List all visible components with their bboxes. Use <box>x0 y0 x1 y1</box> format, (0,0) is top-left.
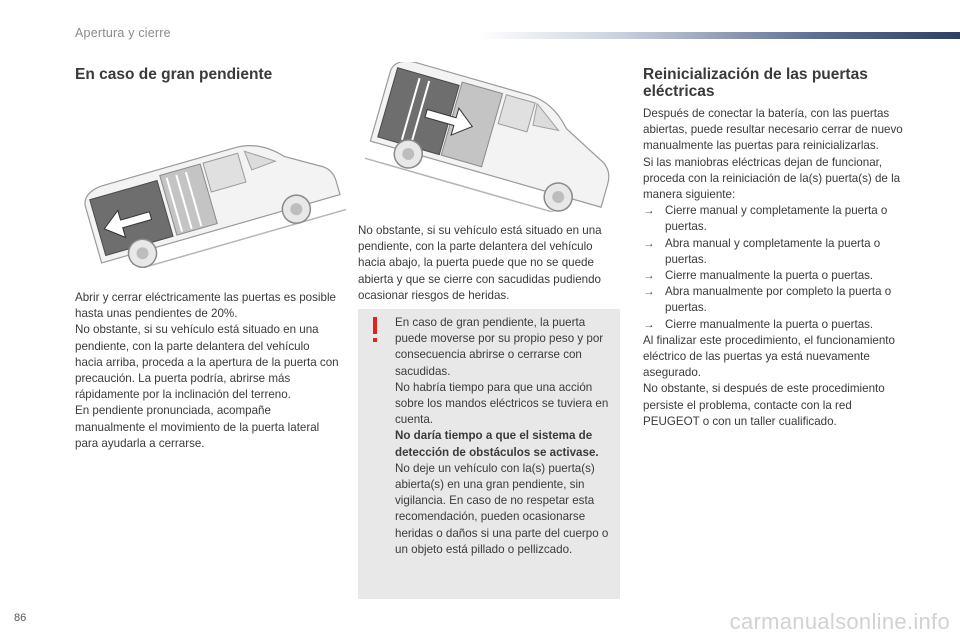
list-item <box>643 236 908 268</box>
warning-box <box>358 309 620 599</box>
list-item-text: Abra manualmente por completo la puerta o puertas. <box>665 285 892 315</box>
section-title: Apertura y cierre <box>75 26 171 40</box>
heading-reset-doors <box>643 66 868 100</box>
paragraph: Después de conectar la batería, con las puertas abiertas, puede resultar necesario cerrar de nuevo manualmente las puertas para reinicializarlas. <box>643 107 903 153</box>
header-bar <box>478 32 960 39</box>
warning-paragraph: No habría tiempo para que una acción sobre los mandos eléctricos se tuviera en cuenta. <box>395 380 609 427</box>
list-item <box>643 317 908 333</box>
warning-text <box>395 315 615 558</box>
middle-column-text <box>358 223 620 304</box>
paragraph: No obstante, si su vehículo está situado en una pendiente, con la parte delantera del vehículo hacia arriba, proceda a la apertura de la puerta con precaución. La puerta podría, abrirse más rápidamente por la inclinación del terreno. <box>75 323 339 402</box>
list-item <box>643 203 908 235</box>
heading-line: eléctricas <box>643 83 715 100</box>
bullet-arrow-icon: → <box>643 236 655 250</box>
heading-steep-slope: En caso de gran pendiente <box>75 66 273 83</box>
list-item-text: Cierre manualmente la puerta o puertas. <box>665 269 874 283</box>
page-number: 86 <box>14 612 27 624</box>
list-item-text: Cierre manual y completamente la puerta o puertas. <box>665 204 888 234</box>
bullet-arrow-icon: → <box>643 317 655 331</box>
list-item <box>643 284 908 316</box>
warning-exclamation-icon <box>370 317 380 343</box>
paragraph: Al finalizar este procedimiento, el funcionamiento eléctrico de las puertas ya está nuevamente asegurado. <box>643 333 895 380</box>
list-item-text: Cierre manualmente la puerta o puertas. <box>665 317 874 331</box>
paragraph: Abrir y cerrar eléctricamente las puertas es posible hasta unas pendientes de 20%. <box>75 291 336 321</box>
warning-bold-paragraph: No daría tiempo a que el sistema de detección de obstáculos se activase. <box>395 429 599 459</box>
left-column-text <box>75 290 340 452</box>
paragraph: Si las maniobras eléctricas dejan de funcionar, proceda con la reiniciación de la(s) puerta(s) de la manera siguiente: <box>643 155 901 202</box>
watermark: carmanualsonline.info <box>729 609 950 634</box>
warning-paragraph: En caso de gran pendiente, la puerta puede moverse por su propio peso y por consecuencia abrirse o cerrarse con sacudidas. <box>395 316 604 378</box>
van-downhill-illustration <box>365 62 630 212</box>
list-item <box>643 268 908 284</box>
van-uphill-illustration <box>78 118 346 268</box>
warning-paragraph: No deje un vehículo con la(s) puerta(s) abierta(s) en una gran pendiente, sin vigilancia. En caso de no respetar esta recomendación, pueden ocasionarse heridas o daños si una parte del cuerpo o un objeto está pillado o pellizcado. <box>395 461 609 556</box>
right-column-text <box>643 106 908 430</box>
bullet-arrow-icon: → <box>643 269 655 283</box>
bullet-arrow-icon: → <box>643 204 655 218</box>
heading-line: Reinicialización de las puertas <box>643 66 868 83</box>
paragraph: No obstante, si después de este procedimiento persiste el problema, contacte con la red PEUGEOT o con un taller cualificado. <box>643 382 885 428</box>
list-item-text: Abra manual y completamente la puerta o puertas. <box>665 236 881 266</box>
paragraph: En pendiente pronunciada, acompañe manualmente el movimiento de la puerta lateral para ayudarla a cerrarse. <box>75 404 320 450</box>
paragraph: No obstante, si su vehículo está situado en una pendiente, con la parte delantera del vehículo hacia abajo, la puerta puede que no se quede abierta y que se cierre con sacudidas pudiendo ocasionar riesgos de heridas. <box>358 224 602 302</box>
bullet-arrow-icon: → <box>643 285 655 299</box>
